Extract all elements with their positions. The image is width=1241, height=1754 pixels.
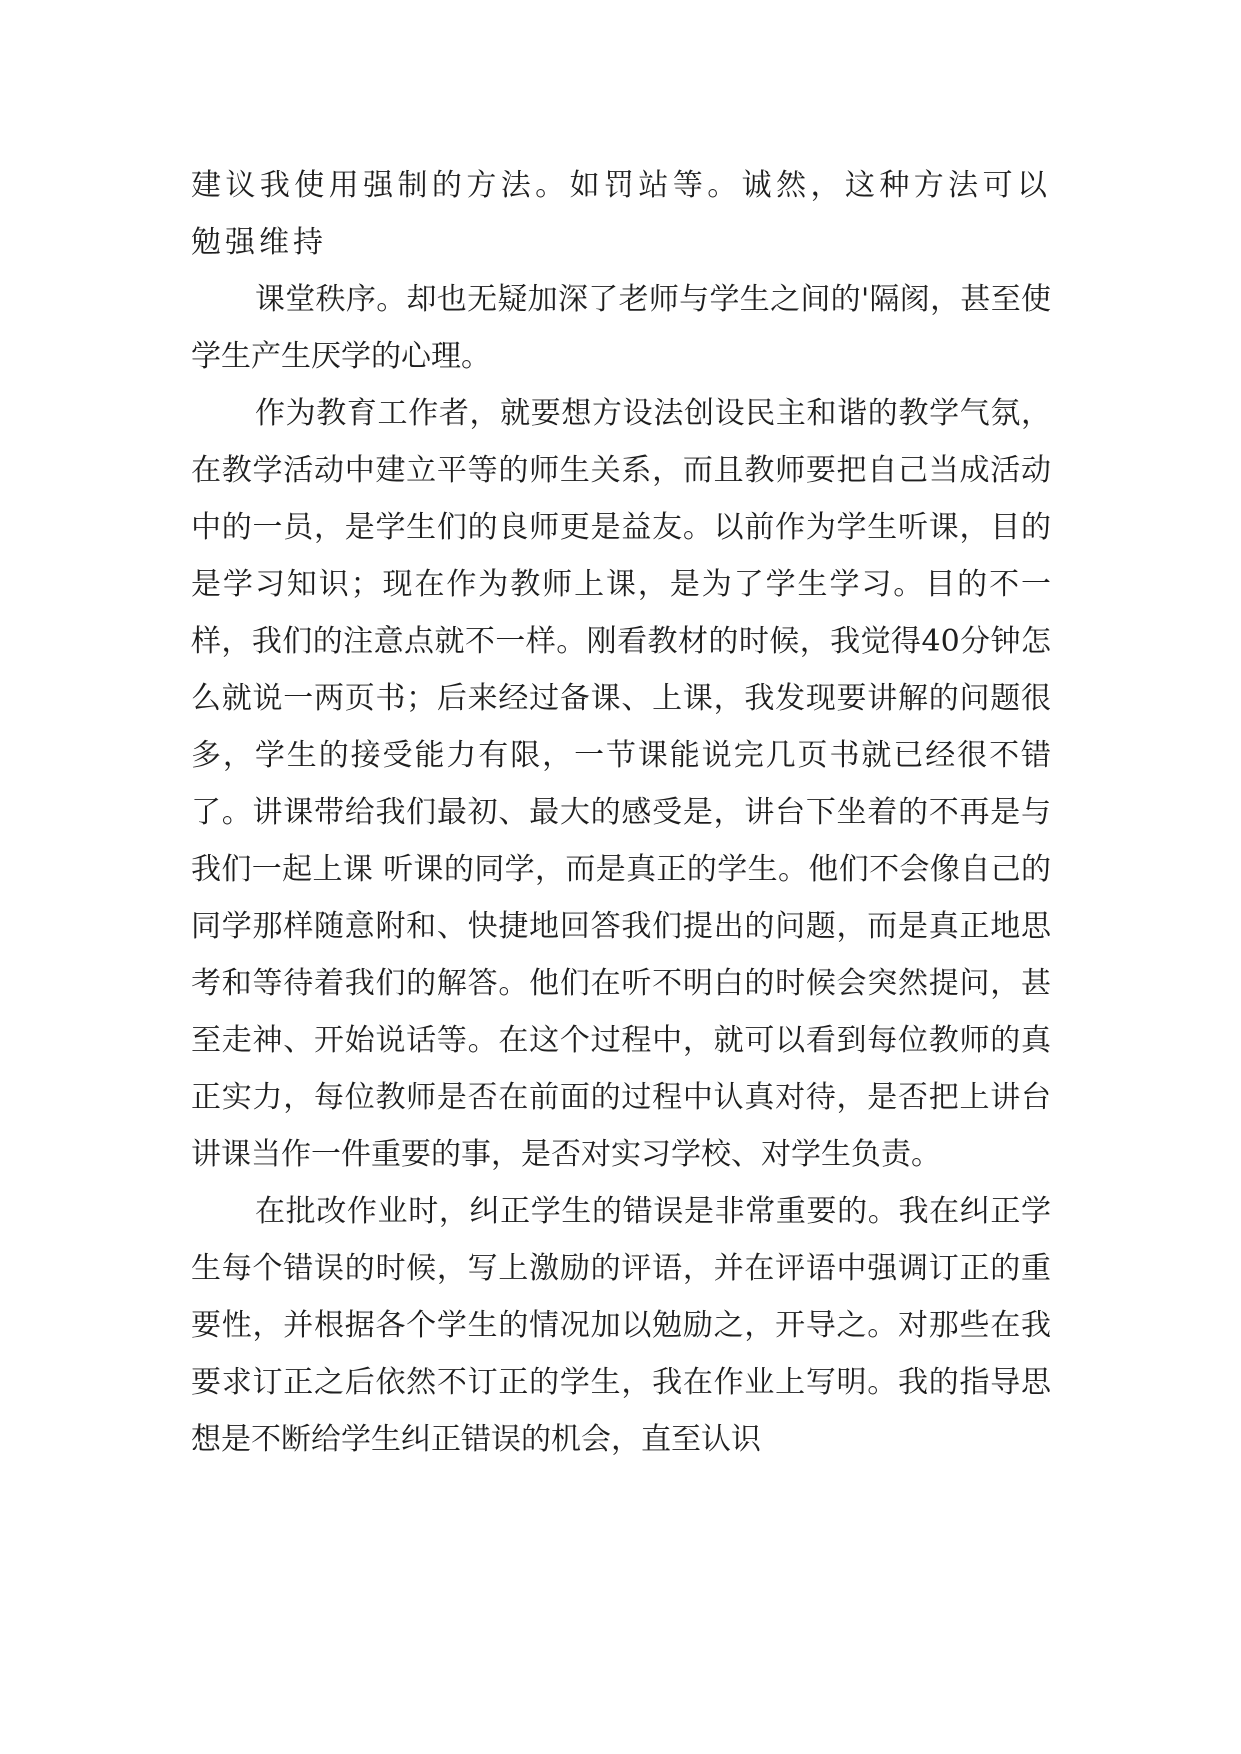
paragraph-3: 作为教育工作者，就要想方设法创设民主和谐的教学气氛，在教学活动中建立平等的师生关系，而且教师要把自己当成活动中的一员，是学生们的良师更是益友。以前作为学生听课，目的是学习知识；现在作为教师上课，是为了学生学习。目的不一样，我们的注意点就不一样。刚看教材的时候，我觉得40分钟怎么就说一两页书；后来经过备课、上课，我发现要讲解的问题很多，学生的接受能力有限，一节课能说完几页书就已经很不错了。讲课带给我们最初、最大的感受是，讲台下坐着的不再是与我们一起上课 听课的同学，而是真正的学生。他们不会像自己的同学那样随意附和、快捷地回答我们提出的问题，而是真正地思考和等待着我们的解答。他们在听不明白的时候会突然提问，甚至走神、开始说话等。在这个过程中，就可以看到每位教师的真正实力，每位教师是否在前面的过程中认真对待，是否把上讲台讲课当作一件重要的事，是否对实习学校、对学生负责。: [191, 396, 1051, 1172]
paragraph-4: 在批改作业时，纠正学生的错误是非常重要的。我在纠正学生每个错误的时候，写上激励的评语，并在评语中强调订正的重要性，并根据各个学生的情况加以勉励之，开导之。对那些在我要求订正之后依然不订正的学生，我在作业上写明。我的指导思想是不断给学生纠正错误的机会，直至认识: [191, 1194, 1051, 1457]
paragraph-2: 课堂秩序。却也无疑加深了老师与学生之间的'隔阂，甚至使学生产生厌学的心理。: [191, 282, 1051, 374]
paragraph-1: 建议我使用强制的方法。如罚站等。诚然，这种方法可以勉强维持: [191, 168, 1051, 260]
body-text: [191, 157, 1051, 1468]
